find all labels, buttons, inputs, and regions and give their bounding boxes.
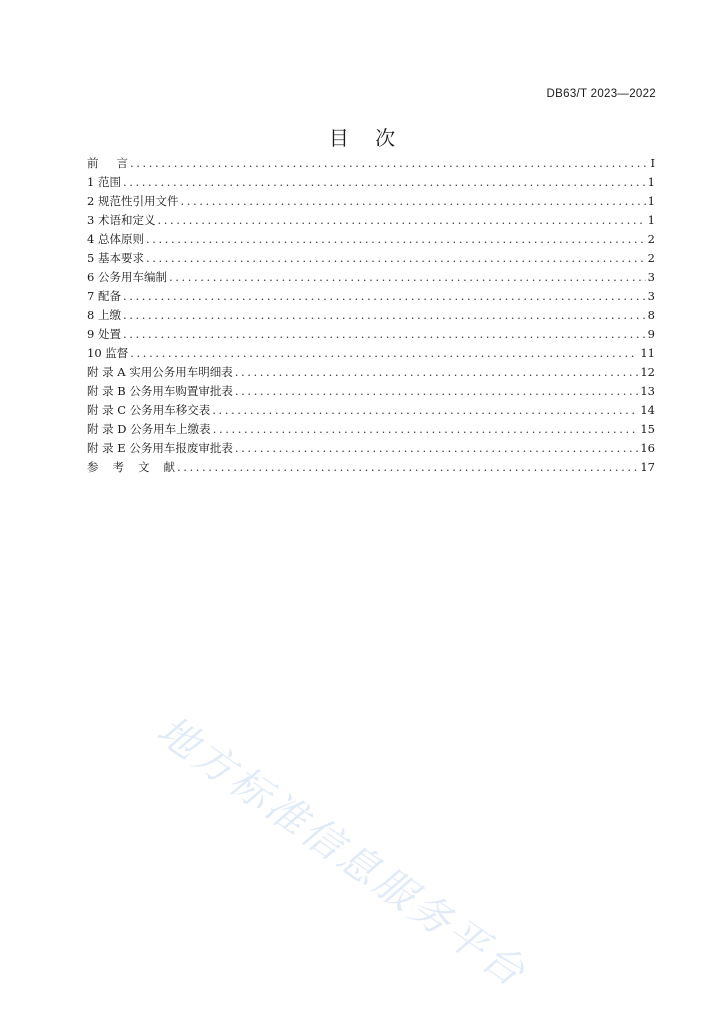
- toc-entry[interactable]: [87, 211, 655, 230]
- toc-entry[interactable]: [87, 268, 655, 287]
- toc-entry-page: 17: [640, 460, 655, 474]
- toc-leader-dots: [146, 249, 646, 268]
- toc-entry-label: 9 处置: [87, 327, 121, 341]
- toc-entry-label: 4 总体原则: [87, 232, 144, 246]
- toc-entry-label: 附 录 D 公务用车上缴表: [87, 422, 211, 436]
- toc-entry-label: 前言: [87, 156, 128, 170]
- toc-entry-page: 14: [640, 403, 655, 417]
- toc-leader-dots: [123, 173, 646, 192]
- toc-entry-page: 2: [647, 251, 655, 265]
- toc-entry[interactable]: [87, 173, 655, 192]
- toc-entry[interactable]: [87, 192, 655, 211]
- toc-leader-dots: [235, 382, 638, 401]
- toc-entry-label: 2 规范性引用文件: [87, 194, 179, 208]
- toc-entry-label: 7 配备: [87, 289, 121, 303]
- toc-entry-label: 参考文献: [87, 460, 175, 474]
- toc-entry-label: 8 上缴: [87, 308, 121, 322]
- toc-entry-page: 12: [640, 365, 655, 379]
- toc-entry-page: 1: [647, 213, 655, 227]
- toc-entry-page: 8: [647, 308, 655, 322]
- toc-entry[interactable]: [87, 287, 655, 306]
- toc-entry[interactable]: [87, 230, 655, 249]
- toc-entry-label: 5 基本要求: [87, 251, 144, 265]
- toc-entry[interactable]: [87, 382, 655, 401]
- toc-entry-label: 1 范围: [87, 175, 121, 189]
- toc-entry-page: 3: [647, 289, 655, 303]
- toc-entry[interactable]: [87, 439, 655, 458]
- toc-leader-dots: [123, 306, 646, 325]
- toc-entry-page: 16: [640, 441, 655, 455]
- toc-entry-page: 2: [647, 232, 655, 246]
- toc-entry-label: 附 录 B 公务用车购置审批表: [87, 384, 233, 398]
- toc-leader-dots: [169, 268, 646, 287]
- toc-entry[interactable]: [87, 401, 655, 420]
- toc-leader-dots: [130, 344, 638, 363]
- toc-entry-label: 附 录 C 公务用车移交表: [87, 403, 211, 417]
- toc-entry-page: 15: [640, 422, 655, 436]
- toc-entry-label: 6 公务用车编制: [87, 270, 167, 284]
- toc-leader-dots: [123, 287, 646, 306]
- document-code: DB63/T 2023—2022: [546, 88, 656, 100]
- toc-entry[interactable]: [87, 249, 655, 268]
- toc-leader-dots: [235, 439, 638, 458]
- toc-entry-label: 10 监督: [87, 346, 129, 360]
- watermark: 地方标准信息服务平台: [148, 707, 536, 998]
- toc-entry-page: 13: [640, 384, 655, 398]
- toc-leader-dots: [212, 401, 638, 420]
- toc-entry[interactable]: [87, 458, 655, 477]
- toc-entry[interactable]: [87, 420, 655, 439]
- toc-leader-dots: [180, 192, 645, 211]
- toc-leader-dots: [213, 420, 639, 439]
- toc-title: 目 次: [328, 126, 406, 150]
- toc-entry-page: 9: [647, 327, 655, 341]
- toc-leader-dots: [157, 211, 645, 230]
- toc-entry-page: 1: [647, 175, 655, 189]
- table-of-contents: [87, 154, 655, 477]
- toc-leader-dots: [146, 230, 646, 249]
- toc-entry[interactable]: [87, 306, 655, 325]
- toc-leader-dots: [177, 458, 638, 477]
- toc-leader-dots: [235, 363, 639, 382]
- toc-entry-page: 11: [640, 346, 655, 360]
- toc-entry-page: I: [650, 156, 655, 170]
- toc-entry[interactable]: [87, 344, 655, 363]
- toc-entry-label: 3 术语和定义: [87, 213, 156, 227]
- toc-entry-page: 1: [647, 194, 655, 208]
- toc-entry[interactable]: [87, 154, 655, 173]
- toc-leader-dots: [123, 325, 646, 344]
- toc-entry-label: 附 录 A 实用公务用车明细表: [87, 365, 233, 379]
- toc-entry-page: 3: [647, 270, 655, 284]
- toc-entry[interactable]: [87, 363, 655, 382]
- toc-leader-dots: [130, 154, 648, 173]
- toc-entry-label: 附 录 E 公务用车报废审批表: [87, 441, 233, 455]
- toc-entry[interactable]: [87, 325, 655, 344]
